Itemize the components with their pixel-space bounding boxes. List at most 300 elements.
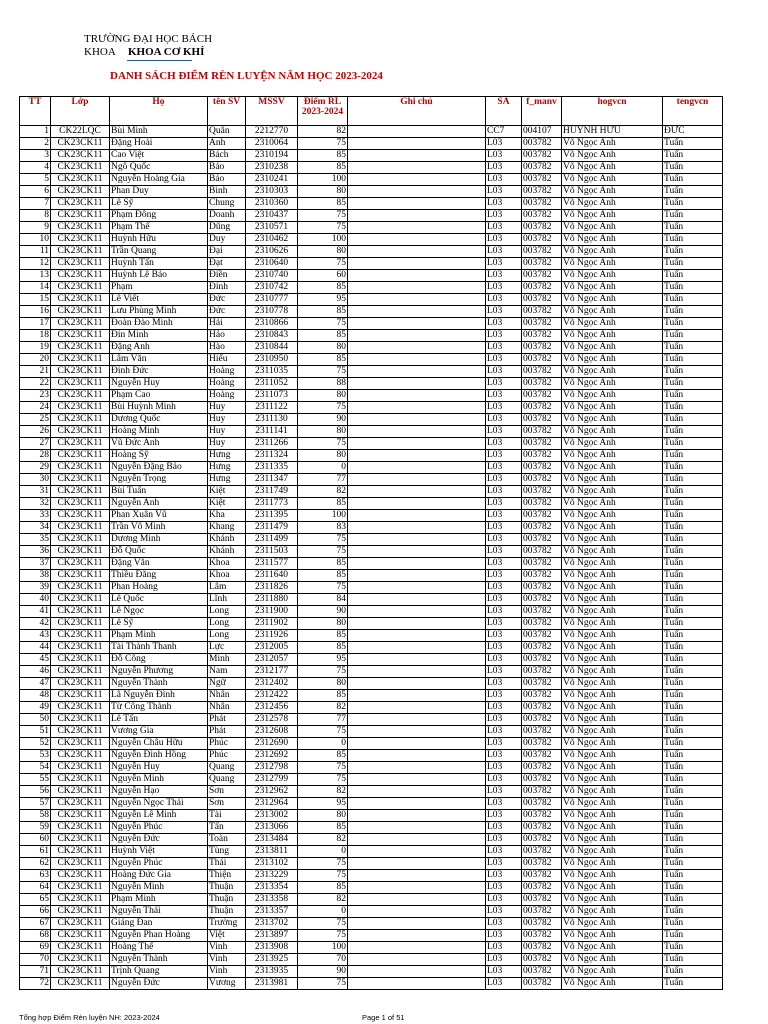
cell-ghi-chu [348, 774, 486, 786]
cell-hogvcn: Võ Ngọc Anh [562, 558, 663, 570]
cell-ho: Đặng Văn [110, 558, 208, 570]
cell-tengvcn: Tuấn [663, 762, 723, 774]
cell-tt: 57 [20, 798, 51, 810]
cell-diem-rl: 80 [298, 678, 348, 690]
cell-mssv: 2310844 [246, 342, 298, 354]
cell-mssv: 2311141 [246, 426, 298, 438]
cell-ho: Huỳnh Tấn [110, 258, 208, 270]
cell-hogvcn: Võ Ngọc Anh [562, 810, 663, 822]
cell-ten-sv: Doanh [208, 210, 246, 222]
cell-ten-sv: Thuận [208, 906, 246, 918]
cell-tt: 25 [20, 414, 51, 426]
cell-tt: 14 [20, 282, 51, 294]
cell-diem-rl: 75 [298, 918, 348, 930]
cell-hogvcn: Võ Ngọc Anh [562, 318, 663, 330]
cell-f-manv: 003782 [522, 750, 562, 762]
cell-lop: CK23CK11 [51, 186, 110, 198]
cell-f-manv: 003782 [522, 738, 562, 750]
cell-f-manv: 003782 [522, 498, 562, 510]
cell-lop: CK23CK11 [51, 318, 110, 330]
cell-lop: CK23CK11 [51, 234, 110, 246]
cell-diem-rl: 77 [298, 714, 348, 726]
cell-ghi-chu [348, 570, 486, 582]
cell-tengvcn: Tuấn [663, 150, 723, 162]
cell-diem-rl: 85 [298, 198, 348, 210]
cell-lop: CK23CK11 [51, 570, 110, 582]
cell-lop: CK23CK11 [51, 702, 110, 714]
cell-ghi-chu [348, 198, 486, 210]
cell-tengvcn: Tuấn [663, 786, 723, 798]
cell-mssv: 2312799 [246, 774, 298, 786]
cell-ho: Nguyễn Minh [110, 882, 208, 894]
cell-mssv: 2313908 [246, 942, 298, 954]
cell-hogvcn: Võ Ngọc Anh [562, 786, 663, 798]
cell-sa: L03 [486, 174, 522, 186]
cell-f-manv: 003782 [522, 870, 562, 882]
cell-sa: L03 [486, 486, 522, 498]
cell-hogvcn: Võ Ngọc Anh [562, 798, 663, 810]
cell-ghi-chu [348, 402, 486, 414]
cell-hogvcn: Võ Ngọc Anh [562, 546, 663, 558]
cell-sa: L03 [486, 210, 522, 222]
cell-ho: Lã Nguyễn Đình [110, 690, 208, 702]
cell-mssv: 2313066 [246, 822, 298, 834]
cell-mssv: 2311035 [246, 366, 298, 378]
cell-tt: 36 [20, 546, 51, 558]
cell-mssv: 2312422 [246, 690, 298, 702]
table-row [20, 582, 723, 594]
cell-hogvcn: Võ Ngọc Anh [562, 354, 663, 366]
table-row [20, 762, 723, 774]
cell-f-manv: 003782 [522, 534, 562, 546]
cell-f-manv: 003782 [522, 138, 562, 150]
cell-f-manv: 003782 [522, 606, 562, 618]
cell-mssv: 2312578 [246, 714, 298, 726]
cell-sa: L03 [486, 162, 522, 174]
cell-sa: L03 [486, 366, 522, 378]
cell-ho: Lê Sỹ [110, 198, 208, 210]
cell-f-manv: 003782 [522, 666, 562, 678]
cell-ten-sv: Vinh [208, 966, 246, 978]
table-row [20, 750, 723, 762]
cell-ghi-chu [348, 630, 486, 642]
cell-ghi-chu [348, 450, 486, 462]
cell-ghi-chu [348, 642, 486, 654]
cell-ho: Nguyễn Thái [110, 906, 208, 918]
cell-ho: Tài Thành Thanh [110, 642, 208, 654]
cell-f-manv: 003782 [522, 474, 562, 486]
cell-hogvcn: Võ Ngọc Anh [562, 222, 663, 234]
cell-mssv: 2310742 [246, 282, 298, 294]
cell-f-manv: 003782 [522, 894, 562, 906]
cell-tt: 41 [20, 606, 51, 618]
cell-ten-sv: Đính [208, 282, 246, 294]
cell-ghi-chu [348, 354, 486, 366]
cell-mssv: 2313702 [246, 918, 298, 930]
cell-tt: 44 [20, 642, 51, 654]
cell-ho: Đặng Anh [110, 342, 208, 354]
cell-ho: Phạm Cao [110, 390, 208, 402]
cell-ho: Nguyễn Châu Hữu [110, 738, 208, 750]
cell-hogvcn: Võ Ngọc Anh [562, 342, 663, 354]
cell-tt: 55 [20, 774, 51, 786]
cell-mssv: 2311499 [246, 534, 298, 546]
cell-lop: CK23CK11 [51, 174, 110, 186]
cell-ten-sv: Hoàng [208, 366, 246, 378]
cell-f-manv: 003782 [522, 690, 562, 702]
cell-tt: 38 [20, 570, 51, 582]
cell-diem-rl: 85 [298, 690, 348, 702]
table-row [20, 666, 723, 678]
cell-mssv: 2311324 [246, 450, 298, 462]
cell-sa: L03 [486, 762, 522, 774]
table-row [20, 954, 723, 966]
cell-lop: CK23CK11 [51, 546, 110, 558]
cell-tt: 45 [20, 654, 51, 666]
cell-diem-rl: 80 [298, 342, 348, 354]
cell-lop: CK23CK11 [51, 858, 110, 870]
cell-ten-sv: Phát [208, 714, 246, 726]
cell-f-manv: 003782 [522, 834, 562, 846]
table-row [20, 930, 723, 942]
cell-ten-sv: Hào [208, 342, 246, 354]
cell-ghi-chu [348, 186, 486, 198]
cell-mssv: 2310241 [246, 174, 298, 186]
cell-ho: Phạm Đông [110, 210, 208, 222]
cell-sa: L03 [486, 798, 522, 810]
cell-f-manv: 003782 [522, 270, 562, 282]
table-row [20, 342, 723, 354]
cell-tt: 16 [20, 306, 51, 318]
cell-diem-rl: 85 [298, 822, 348, 834]
cell-lop: CK23CK11 [51, 966, 110, 978]
cell-diem-rl: 95 [298, 294, 348, 306]
cell-ho: Huỳnh Hữu [110, 234, 208, 246]
cell-ho: Nguyễn Hoàng Gia [110, 174, 208, 186]
cell-lop: CK23CK11 [51, 414, 110, 426]
cell-tt: 31 [20, 486, 51, 498]
cell-tengvcn: Tuấn [663, 342, 723, 354]
table-row [20, 834, 723, 846]
cell-hogvcn: Võ Ngọc Anh [562, 246, 663, 258]
cell-f-manv: 003782 [522, 306, 562, 318]
cell-sa: L03 [486, 198, 522, 210]
cell-f-manv: 003782 [522, 846, 562, 858]
cell-ho: Dương Quốc [110, 414, 208, 426]
cell-lop: CK23CK11 [51, 822, 110, 834]
cell-f-manv: 003782 [522, 702, 562, 714]
cell-mssv: 2312692 [246, 750, 298, 762]
cell-tt: 9 [20, 222, 51, 234]
table-row [20, 726, 723, 738]
cell-f-manv: 003782 [522, 486, 562, 498]
cell-ho: Lê Sỹ [110, 618, 208, 630]
cell-tengvcn: Tuấn [663, 738, 723, 750]
cell-diem-rl: 75 [298, 258, 348, 270]
cell-ghi-chu [348, 954, 486, 966]
cell-tt: 71 [20, 966, 51, 978]
table-row [20, 318, 723, 330]
cell-mssv: 2312402 [246, 678, 298, 690]
cell-tt: 23 [20, 390, 51, 402]
cell-lop: CK23CK11 [51, 774, 110, 786]
cell-ghi-chu [348, 858, 486, 870]
cell-ho: Phan Hoàng [110, 582, 208, 594]
page-number: Page 1 of 51 [362, 1013, 405, 1022]
document-title: DANH SÁCH ĐIỂM RÈN LUYỆN NĂM HỌC 2023-2024 [110, 70, 383, 82]
cell-ho: Nguyễn Hạo [110, 786, 208, 798]
cell-f-manv: 003782 [522, 402, 562, 414]
cell-ten-sv: Khánh [208, 534, 246, 546]
cell-sa: L03 [486, 150, 522, 162]
cell-hogvcn: Võ Ngọc Anh [562, 750, 663, 762]
cell-ho: Trần Quang [110, 246, 208, 258]
cell-hogvcn: Võ Ngọc Anh [562, 678, 663, 690]
cell-tt: 48 [20, 690, 51, 702]
cell-sa: L03 [486, 786, 522, 798]
cell-tt: 35 [20, 534, 51, 546]
cell-ten-sv: Khoa [208, 558, 246, 570]
cell-lop: CK23CK11 [51, 270, 110, 282]
cell-f-manv: 003782 [522, 198, 562, 210]
cell-tengvcn: Tuấn [663, 630, 723, 642]
cell-ho: Vũ Đức Anh [110, 438, 208, 450]
cell-lop: CK23CK11 [51, 282, 110, 294]
cell-tengvcn: Tuấn [663, 942, 723, 954]
cell-diem-rl: 85 [298, 150, 348, 162]
cell-tengvcn: Tuấn [663, 402, 723, 414]
cell-lop: CK23CK11 [51, 870, 110, 882]
cell-tengvcn: Tuấn [663, 906, 723, 918]
cell-hogvcn: Võ Ngọc Anh [562, 858, 663, 870]
cell-tt: 15 [20, 294, 51, 306]
col-header-hogvcn: hogvcn [562, 97, 663, 126]
cell-ho: Trần Võ Minh [110, 522, 208, 534]
cell-ghi-chu [348, 930, 486, 942]
cell-diem-rl: 85 [298, 570, 348, 582]
cell-hogvcn: Võ Ngọc Anh [562, 234, 663, 246]
cell-mssv: 2310571 [246, 222, 298, 234]
cell-ghi-chu [348, 846, 486, 858]
cell-f-manv: 003782 [522, 294, 562, 306]
cell-lop: CK23CK11 [51, 750, 110, 762]
table-row [20, 882, 723, 894]
cell-mssv: 2313897 [246, 930, 298, 942]
cell-f-manv: 003782 [522, 786, 562, 798]
table-row [20, 234, 723, 246]
table-row [20, 774, 723, 786]
cell-tt: 17 [20, 318, 51, 330]
cell-hogvcn: Võ Ngọc Anh [562, 282, 663, 294]
cell-diem-rl: 75 [298, 978, 348, 990]
cell-mssv: 2311577 [246, 558, 298, 570]
cell-mssv: 2313354 [246, 882, 298, 894]
cell-hogvcn: Võ Ngọc Anh [562, 774, 663, 786]
cell-tengvcn: Tuấn [663, 978, 723, 990]
cell-ho: Cao Việt [110, 150, 208, 162]
cell-mssv: 2310640 [246, 258, 298, 270]
cell-mssv: 2311395 [246, 510, 298, 522]
col-header-mssv: MSSV [246, 97, 298, 126]
cell-tengvcn: Tuấn [663, 726, 723, 738]
cell-diem-rl: 80 [298, 390, 348, 402]
cell-mssv: 2313935 [246, 966, 298, 978]
table-row [20, 678, 723, 690]
cell-tt: 2 [20, 138, 51, 150]
table-row [20, 330, 723, 342]
cell-diem-rl: 75 [298, 534, 348, 546]
table-row [20, 618, 723, 630]
cell-sa: L03 [486, 738, 522, 750]
cell-mssv: 2312608 [246, 726, 298, 738]
cell-ghi-chu [348, 882, 486, 894]
cell-ghi-chu [348, 546, 486, 558]
cell-f-manv: 003782 [522, 522, 562, 534]
cell-tengvcn: Tuấn [663, 354, 723, 366]
cell-diem-rl: 75 [298, 666, 348, 678]
cell-ghi-chu [348, 810, 486, 822]
table-row [20, 702, 723, 714]
cell-diem-rl: 80 [298, 426, 348, 438]
cell-ten-sv: Hoàng [208, 390, 246, 402]
cell-diem-rl: 85 [298, 162, 348, 174]
cell-lop: CK23CK11 [51, 714, 110, 726]
cell-ten-sv: Quang [208, 762, 246, 774]
cell-lop: CK23CK11 [51, 738, 110, 750]
cell-f-manv: 003782 [522, 942, 562, 954]
col-header-f-manv: f_manv [522, 97, 562, 126]
cell-f-manv: 003782 [522, 318, 562, 330]
cell-f-manv: 003782 [522, 882, 562, 894]
cell-f-manv: 003782 [522, 210, 562, 222]
cell-ten-sv: Hiếu [208, 354, 246, 366]
cell-tengvcn: Tuấn [663, 438, 723, 450]
cell-tt: 42 [20, 618, 51, 630]
cell-ho: Nguyễn Phúc [110, 858, 208, 870]
cell-ghi-chu [348, 462, 486, 474]
cell-ho: Nguyễn Minh [110, 774, 208, 786]
cell-f-manv: 003782 [522, 594, 562, 606]
table-row [20, 282, 723, 294]
cell-lop: CK23CK11 [51, 930, 110, 942]
cell-mssv: 2313357 [246, 906, 298, 918]
table-row [20, 630, 723, 642]
cell-ten-sv: Vương [208, 978, 246, 990]
cell-ghi-chu [348, 222, 486, 234]
cell-sa: L03 [486, 966, 522, 978]
cell-ten-sv: Việt [208, 930, 246, 942]
cell-ho: Nguyễn Trọng [110, 474, 208, 486]
cell-tengvcn: Tuấn [663, 318, 723, 330]
cell-diem-rl: 0 [298, 906, 348, 918]
cell-ghi-chu [348, 966, 486, 978]
cell-mssv: 2312690 [246, 738, 298, 750]
cell-f-manv: 003782 [522, 906, 562, 918]
cell-f-manv: 003782 [522, 414, 562, 426]
cell-lop: CK23CK11 [51, 246, 110, 258]
cell-ten-sv: Điền [208, 270, 246, 282]
cell-ten-sv: Bảo [208, 174, 246, 186]
cell-f-manv: 003782 [522, 282, 562, 294]
cell-hogvcn: Võ Ngọc Anh [562, 294, 663, 306]
table-row [20, 642, 723, 654]
cell-tengvcn: Tuấn [663, 894, 723, 906]
table-row [20, 846, 723, 858]
cell-ho: Nguyễn Phương [110, 666, 208, 678]
cell-ghi-chu [348, 306, 486, 318]
cell-diem-rl: 75 [298, 546, 348, 558]
cell-f-manv: 003782 [522, 678, 562, 690]
cell-tengvcn: Tuấn [663, 882, 723, 894]
cell-lop: CK23CK11 [51, 978, 110, 990]
cell-ho: Nguyễn Đặng Bảo [110, 462, 208, 474]
table-row [20, 606, 723, 618]
cell-diem-rl: 88 [298, 378, 348, 390]
cell-tt: 26 [20, 426, 51, 438]
table-row [20, 258, 723, 270]
cell-lop: CK23CK11 [51, 690, 110, 702]
cell-lop: CK23CK11 [51, 726, 110, 738]
cell-lop: CK23CK11 [51, 162, 110, 174]
cell-hogvcn: Võ Ngọc Anh [562, 306, 663, 318]
cell-ghi-chu [348, 342, 486, 354]
cell-tengvcn: Tuấn [663, 954, 723, 966]
table-row [20, 294, 723, 306]
table-row [20, 450, 723, 462]
cell-lop: CK23CK11 [51, 438, 110, 450]
cell-diem-rl: 85 [298, 498, 348, 510]
cell-sa: L03 [486, 390, 522, 402]
cell-hogvcn: Võ Ngọc Anh [562, 954, 663, 966]
cell-hogvcn: Võ Ngọc Anh [562, 846, 663, 858]
cell-diem-rl: 82 [298, 786, 348, 798]
cell-lop: CK23CK11 [51, 642, 110, 654]
cell-tt: 62 [20, 858, 51, 870]
cell-tt: 13 [20, 270, 51, 282]
cell-f-manv: 003782 [522, 954, 562, 966]
table-row [20, 798, 723, 810]
cell-tengvcn: Tuấn [663, 486, 723, 498]
cell-tt: 58 [20, 810, 51, 822]
cell-diem-rl: 85 [298, 630, 348, 642]
cell-mssv: 2313484 [246, 834, 298, 846]
col-header-tengvcn: tengvcn [663, 97, 723, 126]
cell-lop: CK23CK11 [51, 294, 110, 306]
cell-ten-sv: Quang [208, 774, 246, 786]
cell-tt: 34 [20, 522, 51, 534]
cell-lop: CK23CK11 [51, 210, 110, 222]
table-row [20, 474, 723, 486]
cell-ho: Đín Minh [110, 330, 208, 342]
cell-ghi-chu [348, 318, 486, 330]
cell-tengvcn: Tuấn [663, 522, 723, 534]
cell-tt: 70 [20, 954, 51, 966]
cell-tengvcn: Tuấn [663, 714, 723, 726]
cell-f-manv: 003782 [522, 858, 562, 870]
cell-diem-rl: 90 [298, 966, 348, 978]
cell-lop: CK23CK11 [51, 906, 110, 918]
cell-f-manv: 003782 [522, 582, 562, 594]
cell-ho: Đinh Đức [110, 366, 208, 378]
cell-mssv: 2313358 [246, 894, 298, 906]
cell-ten-sv: Toàn [208, 834, 246, 846]
cell-sa: L03 [486, 306, 522, 318]
cell-diem-rl: 82 [298, 894, 348, 906]
cell-sa: L03 [486, 570, 522, 582]
cell-ten-sv: Kha [208, 510, 246, 522]
cell-sa: L03 [486, 858, 522, 870]
cell-hogvcn: Võ Ngọc Anh [562, 666, 663, 678]
